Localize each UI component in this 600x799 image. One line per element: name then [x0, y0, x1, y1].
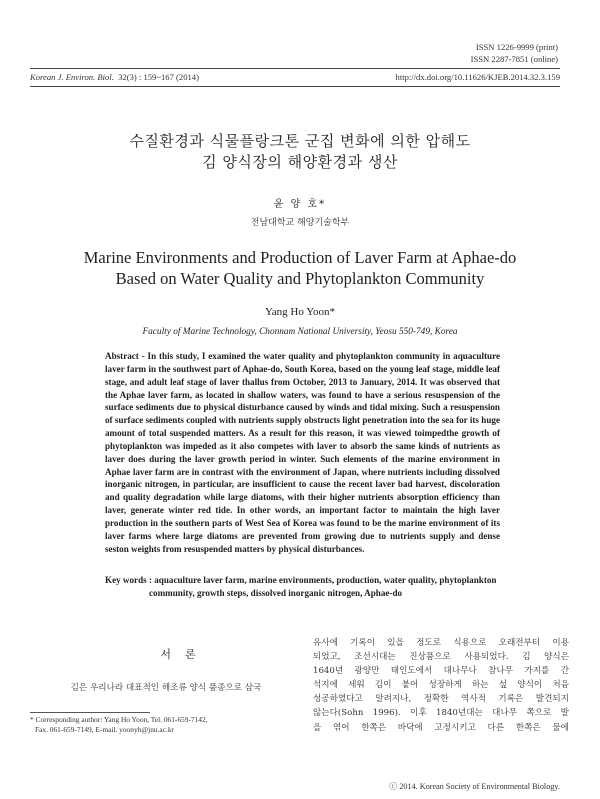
issn-online: ISSN 2287-7851 (online) — [470, 54, 558, 64]
intro-right-line: 성공하였다고 알려지나, 정확한 역사적 기록은 발견되지 — [313, 694, 569, 705]
abstract: Abstract - In this study, I examined the water quality and phytoplankton community in aquaculture laver farm in the southwest part of Aphae-do, South Korea, based on the young leaf stage, middle leaf stage, and adult leaf stage of laver thallus from October, 2013 to January, 2014. It was observed that the Aphae laver farm, as located in shallow waters, was found to have a serious resuspension of the surface sediments due to physical disturbance caused by winds and tidal mixing. Such a resuspension of surface sediments coupled with nutrients supply obstructs light penetration into the sea for its huge amount of total suspended matters. As a result for this reason, it was viewed toimpedthe growth of phytoplankton was impeded as it also competes with laver to absorb the same kinds of nutrients as laver does during the laver growth period in winter. Such elements of the marine environment in Aphae laver farm are in contrast with the environment of Japan, where nutrients including dissolved inorganic nitrogen, in particular, are insufficient to cause the recent laver bad harvest, discoloration and quality degradation while large diatoms, with their higher nutrients absorption efficiency than laver, generate winter red tide. In other words, an important factor to maintain the high laver production in the southern parts of West Sea of Korea was found to be the marine environment of its laver farms where large diatoms are prevented from growing due to nutrients supply and dense seston weights from resuspended matters by physical disturbances. — [105, 351, 500, 554]
intro-right-column — [313, 636, 569, 735]
corresponding-author-footnote — [30, 715, 302, 735]
english-title-line1: Marine Environments and Production of Laver Farm at Aphae-do — [83, 248, 517, 267]
issn-print: ISSN 1226-9999 (print) — [475, 42, 558, 52]
korean-affiliation: 전남대학교 해양기술학부 — [250, 218, 350, 228]
journal-citation — [30, 72, 199, 82]
footnote-line2: Fax. 061-659-7149, E-mail. yoonyh@jnu.ac.kr — [35, 725, 174, 734]
doi-link[interactable]: http://dx.doi.org/10.11626/KJEB.2014.32.3.159 — [395, 72, 560, 82]
intro-right-line: 1640년 광양만 태인도에서 대나무나 참나무 가지를 간 — [313, 666, 569, 677]
english-author: Yang Ho Yoon* — [264, 306, 336, 318]
english-title-line2: Based on Water Quality and Phytoplankton Community — [115, 269, 485, 288]
volume-pages: 32(3) : 159~167 (2014) — [118, 72, 199, 82]
korean-title-line2: 김 양식장의 해양환경과 생산 — [202, 153, 398, 171]
journal-name: Korean J. Environ. Biol. — [30, 72, 114, 82]
intro-right-line: 되었고, 조선시대는 진상품으로 사용되었다. 김 양식은 — [313, 652, 569, 663]
footnote-line1: * Corresponding author: Yang Ho Yoon, Tel. 061-659-7142, — [30, 715, 208, 724]
english-affiliation: Faculty of Marine Technology, Chonnam National University, Yeosu 550-749, Korea — [142, 327, 458, 337]
copyright-notice: ⓒ 2014. Korean Society of Environmental Biology. — [389, 782, 560, 791]
intro-right-line: 유사에 기록이 있을 정도로 식용으로 오래전부터 이용 — [313, 638, 569, 648]
intro-right-line: 을 엮어 한쪽은 바닥에 고정시키고 다른 한쪽은 물에 — [313, 722, 569, 733]
section-heading-introduction: 서론 — [160, 648, 210, 661]
keywords: Key words : aquaculture laver farm, marine environments, production, water quality, phytoplankton community, growth steps, dissolved inorganic nitrogen, Aphae-do — [105, 575, 497, 598]
intro-left-text: 김은 우리나라 대표적인 해조류 양식 품종으로 삼국 — [70, 683, 262, 693]
korean-title-line1: 수질환경과 식물플랑크톤 군집 변화에 의한 압해도 — [129, 132, 471, 150]
korean-author: 윤 양 호* — [273, 199, 327, 210]
intro-right-line: 석지에 세워 김이 붙어 성장하게 하는 섶 양식이 처음 — [313, 680, 569, 691]
header-rule-bottom — [30, 86, 560, 87]
header-rule-top — [30, 68, 560, 69]
footnote-rule — [30, 712, 150, 713]
issn-block — [471, 41, 558, 65]
intro-right-line: 않는다(Sohn 1996). 이후 1840년대는 대나무 쪽으로 발 — [313, 708, 569, 719]
